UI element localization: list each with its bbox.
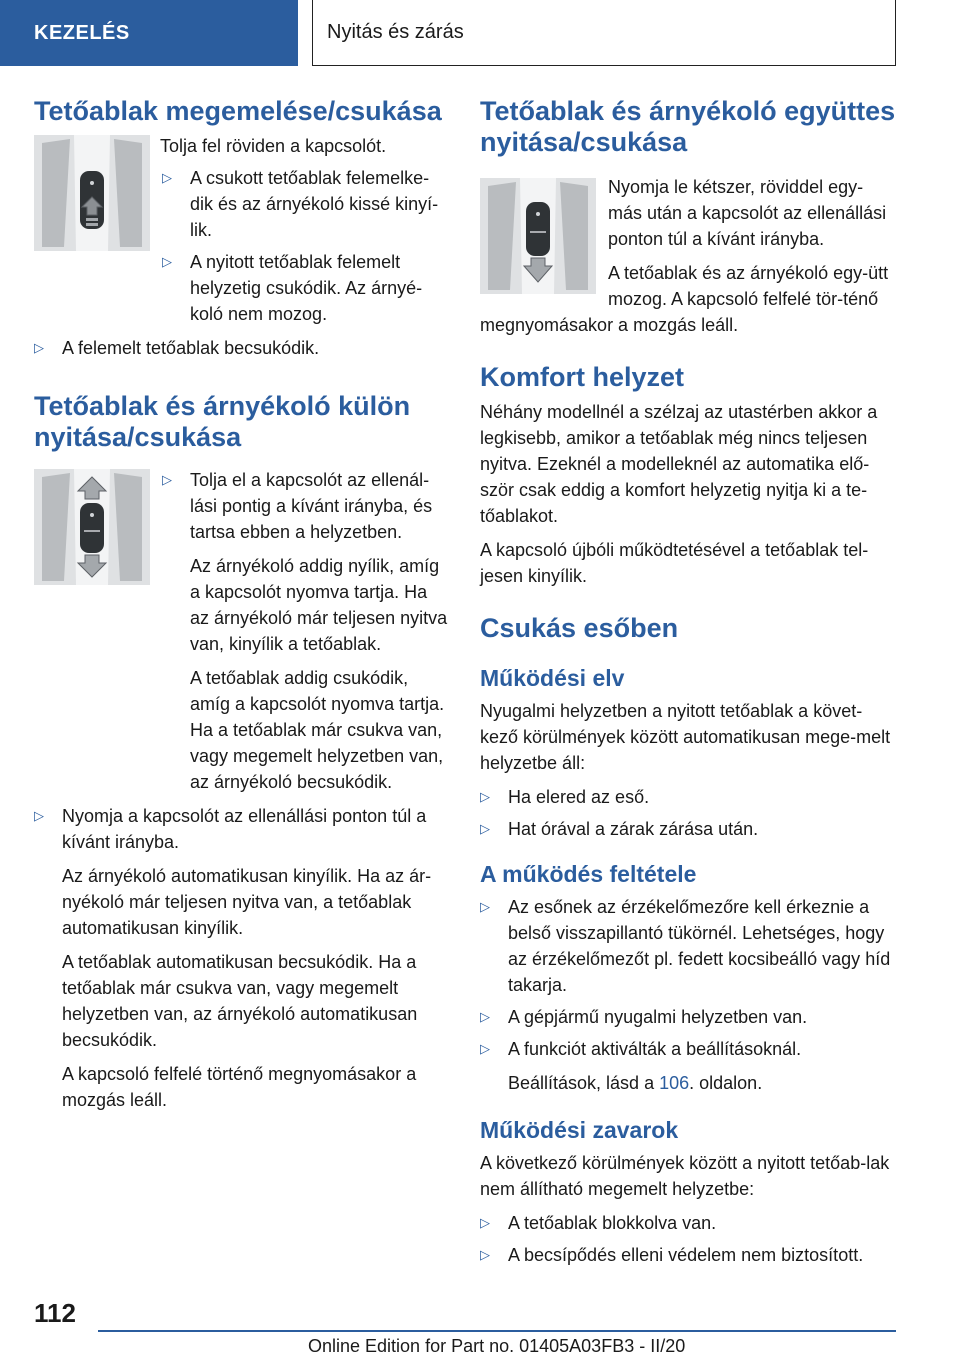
bullet-triangle-icon: ▷ [34,808,44,823]
bullet-triangle-icon: ▷ [480,1215,490,1230]
section-title-lift: Tetőablak megemelése/csukása [34,96,442,126]
list-item: ▷ Az esőnek az érzékelőmezőre kell érkeznie a belső visszapillantó tükörnél. Lehetséges, hogy az érzékelőmezőt pl. fedett kocsibeálló vagy híd takarja. [480,894,896,998]
section-label: Nyitás és zárás [327,21,464,43]
paragraph: Az árnyékoló automatikusan kinyílik. Ha az ár-nyékoló már teljesen nyitva van, a tetőablak automatikusan kinyílik. [62,866,432,938]
bullet-triangle-icon: ▷ [480,821,490,836]
bullet-triangle-icon: ▷ [162,170,172,185]
paragraph: A tetőablak és az árnyékoló egy-ütt mozog. A kapcsoló felfelé tör-ténő megnyomásakor a mozgás leáll. [480,263,889,335]
switch-separate-illustration [34,469,150,585]
edition-note: Online Edition for Part no. 01405A03FB3 - II/20 [308,1336,686,1356]
list-item: ▷ A funkciót aktiválták a beállításoknál. [480,1036,896,1062]
settings-reference: Beállítások, lásd a 106. oldalon. [508,1073,763,1093]
chapter-tab[interactable] [0,0,298,66]
paragraph: A következő körülmények között a nyitott tetőab-lak nem állítható megemelt helyzetbe: [480,1153,890,1199]
subsection-title-principle: Működési elv [480,665,625,691]
bullet-triangle-icon: ▷ [162,472,172,487]
switch-lift-illustration [34,135,150,251]
section-title-separate: Tetőablak és árnyékoló külön nyitása/csukása [34,391,411,452]
subsection-title-condition: A működés feltétele [480,861,697,887]
switch-together-illustration [480,178,596,294]
list-item: ▷ Tolja el a kapcsolót az ellenál-lási pontig a kívánt irányba, és tartsa ebben a helyzetben. [162,467,450,545]
right-column [480,96,896,1268]
list-item: ▷ Ha elered az eső. [480,784,896,810]
page-reference-link[interactable]: 106 [659,1073,690,1093]
left-column [34,96,450,1113]
section-header [312,0,896,66]
paragraph: Néhány modellnél a szélzaj az utastérben akkor a legkisebb, amikor a tetőablak még nincs teljesen nyitva. Ezeknél a modelleknél az automatika elő-ször csak eddig a komfort helyzetig nyitja ki a te-tőablakot. [480,402,878,526]
paragraph: Nyomja le kétszer, röviddel egy-más után a kapcsolót az ellenállási ponton túl a kívánt irányba. [608,177,887,249]
chapter-label: KEZELÉS [34,21,130,44]
page-number: 112 [34,1298,76,1328]
list-item: ▷ A gépjármű nyugalmi helyzetben van. [480,1004,896,1030]
section-title-together: Tetőablak és árnyékoló együttes nyitása/csukása [480,96,896,157]
subsection-title-malfunction: Működési zavarok [480,1117,679,1143]
list-item: ▷ A nyitott tetőablak felemelt helyzetig csukódik. Az árnyé-koló nem mozog. [162,249,450,327]
footer-divider [98,1330,896,1332]
lift-intro: Tolja fel röviden a kapcsolót. [160,136,387,156]
list-item: ▷ A tetőablak blokkolva van. [480,1210,896,1236]
paragraph: A tetőablak addig csukódik, amíg a kapcsolót nyomva tartja. Ha a tetőablak már csukva van, vagy megemelt helyzetben van, az árnyékoló becsukódik. [190,668,445,792]
section-title-comfort: Komfort helyzet [480,362,685,392]
paragraph: Nyugalmi helyzetben a nyitott tetőablak a követ-kező körülmények között automatikusan mege-melt helyzetbe áll: [480,701,891,773]
list-item: ▷ A csukott tetőablak felemelke-dik és az árnyékoló kissé kinyí-lik. [162,165,450,243]
bullet-triangle-icon: ▷ [480,1009,490,1024]
bullet-triangle-icon: ▷ [162,254,172,269]
list-item: ▷ A becsípődés elleni védelem nem biztosított. [480,1242,896,1268]
list-item: ▷ Hat órával a zárak zárása után. [480,816,896,842]
bullet-triangle-icon: ▷ [34,340,44,355]
list-item: ▷ A felemelt tetőablak becsukódik. [34,335,450,361]
paragraph: A kapcsoló felfelé történő megnyomásakor a mozgás leáll. [62,1064,417,1110]
paragraph: A tetőablak automatikusan becsukódik. Ha a tetőablak már csukva van, vagy megemelt helyzetben van, az árnyékoló automatikusan becsukódik. [62,952,418,1050]
bullet-triangle-icon: ▷ [480,1247,490,1262]
bullet-triangle-icon: ▷ [480,899,490,914]
paragraph: A kapcsoló újbóli működtetésével a tetőablak tel-jesen kinyílik. [480,540,869,586]
section-title-rain: Csukás esőben [480,613,679,643]
list-item: ▷ Nyomja a kapcsolót az ellenállási ponton túl a kívánt irányba. [34,803,450,855]
paragraph: Az árnyékoló addig nyílik, amíg a kapcsolót nyomva tartja. Ha az árnyékoló már teljesen nyitva van, kinyílik a tetőablak. [190,556,448,654]
bullet-triangle-icon: ▷ [480,789,490,804]
bullet-triangle-icon: ▷ [480,1041,490,1056]
